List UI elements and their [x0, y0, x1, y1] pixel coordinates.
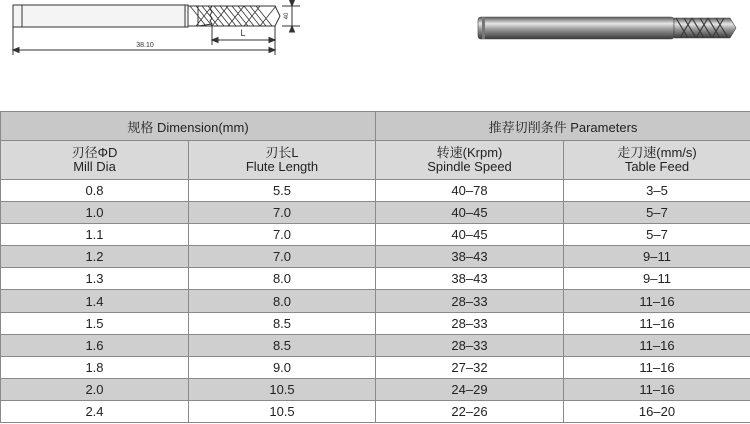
parameter-table	[0, 111, 750, 423]
cell-spindle-speed: 24–29	[376, 378, 564, 400]
col-header-flute-length	[189, 141, 376, 180]
cell-spindle-speed: 28–33	[376, 312, 564, 334]
cell-flute-length: 5.5	[189, 180, 376, 202]
cell-spindle-speed: 22–26	[376, 400, 564, 422]
cell-spindle-speed: 28–33	[376, 334, 564, 356]
col-header-en: Flute Length	[245, 159, 319, 174]
cell-flute-length: 8.5	[189, 312, 376, 334]
cell-flute-length: 8.0	[189, 290, 376, 312]
cell-mill-dia: 1.2	[1, 246, 189, 268]
table-row	[1, 400, 750, 422]
table-row	[1, 378, 750, 400]
cell-mill-dia: 0.8	[1, 180, 189, 202]
col-header-zh: 刃长L	[265, 145, 299, 160]
cell-table-feed: 5–7	[564, 202, 750, 224]
col-header-zh: 转速(Krpm)	[436, 145, 503, 160]
cell-flute-length: 8.0	[189, 268, 376, 290]
cell-table-feed: 11–16	[564, 378, 750, 400]
cell-spindle-speed: 38–43	[376, 246, 564, 268]
col-header-en: Spindle Speed	[427, 159, 512, 174]
cell-spindle-speed: 28–33	[376, 290, 564, 312]
col-header-en: Table Feed	[624, 159, 690, 174]
cell-table-feed: 16–20	[564, 400, 750, 422]
table-row	[1, 180, 750, 202]
cell-flute-length: 9.0	[189, 356, 376, 378]
cell-spindle-speed: 40–78	[376, 180, 564, 202]
cell-mill-dia: 1.5	[1, 312, 189, 334]
cell-flute-length: 7.0	[189, 224, 376, 246]
table-row	[1, 356, 750, 378]
table-row	[1, 290, 750, 312]
cell-table-feed: 9–11	[564, 246, 750, 268]
cell-flute-length: 10.5	[189, 400, 376, 422]
column-header-row	[1, 141, 750, 180]
cell-table-feed: 5–7	[564, 224, 750, 246]
table-row	[1, 246, 750, 268]
cell-flute-length: 7.0	[189, 202, 376, 224]
cell-table-feed: 9–11	[564, 268, 750, 290]
cell-flute-length: 7.0	[189, 246, 376, 268]
col-header-spindle-speed	[376, 141, 564, 180]
cell-table-feed: 11–16	[564, 290, 750, 312]
cell-mill-dia: 1.4	[1, 290, 189, 312]
tool-drawing	[0, 0, 750, 100]
dimension-group-header: 规格 Dimension(mm)	[1, 112, 376, 141]
cell-mill-dia: 1.1	[1, 224, 189, 246]
cell-mill-dia: 1.6	[1, 334, 189, 356]
col-header-table-feed	[564, 141, 750, 180]
cell-flute-length: 10.5	[189, 378, 376, 400]
tool-photo	[478, 17, 736, 39]
table-body	[1, 180, 750, 423]
cell-table-feed: 11–16	[564, 334, 750, 356]
cell-table-feed: 11–16	[564, 356, 750, 378]
technical-drawing	[13, 0, 300, 55]
cell-table-feed: 3–5	[564, 180, 750, 202]
table-row	[1, 224, 750, 246]
cell-spindle-speed: 40–45	[376, 224, 564, 246]
col-header-zh: 走刀速(mm/s)	[617, 145, 697, 160]
cell-spindle-speed: 38–43	[376, 268, 564, 290]
diameter-label: 40	[284, 12, 290, 20]
table-row	[1, 312, 750, 334]
flute-length-label: L	[240, 28, 246, 38]
parameters-group-header: 推荐切削条件 Parameters	[376, 112, 750, 141]
table-row	[1, 334, 750, 356]
cell-spindle-speed: 27–32	[376, 356, 564, 378]
cell-flute-length: 8.5	[189, 334, 376, 356]
cell-table-feed: 11–16	[564, 312, 750, 334]
cell-mill-dia: 2.0	[1, 378, 189, 400]
table-row	[1, 268, 750, 290]
cell-mill-dia: 2.4	[1, 400, 189, 422]
cell-mill-dia: 1.3	[1, 268, 189, 290]
table-row	[1, 202, 750, 224]
overall-length-label: 38.10	[136, 42, 154, 49]
cell-mill-dia: 1.8	[1, 356, 189, 378]
cell-mill-dia: 1.0	[1, 202, 189, 224]
cell-spindle-speed: 40–45	[376, 202, 564, 224]
col-header-zh: 刃径ΦD	[71, 145, 118, 160]
group-header-row	[1, 112, 750, 141]
col-header-mill-dia	[1, 141, 189, 180]
col-header-en: Mill Dia	[73, 159, 116, 174]
